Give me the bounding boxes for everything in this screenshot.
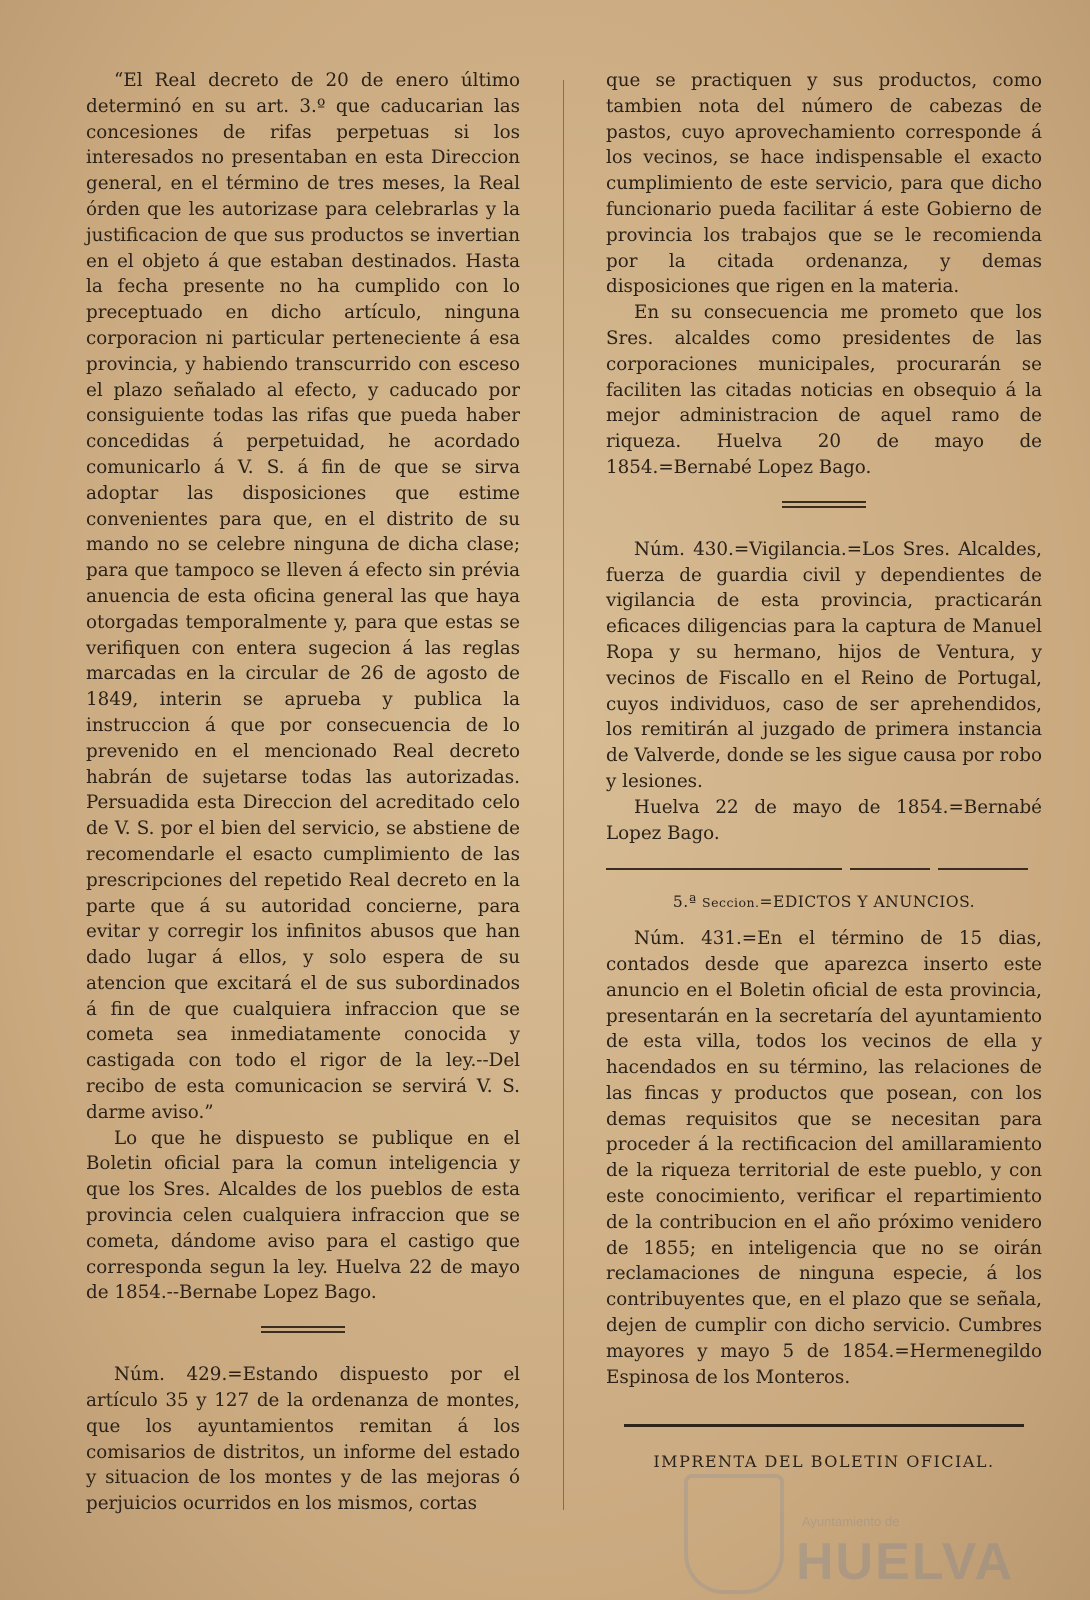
right-column [606, 68, 1042, 1475]
decree-quote-paragraph: “El Real decreto de 20 de enero último determinó en su art. 3.º que caducarian las concesiones de rifas perpetuas si los interesados no presentaban en esta Direccion general, en el término de tres meses, la Real órden que les autorizase para celebrarlas y la justificacion de que sus productos se invertian en el objeto á que estaban destinados. Hasta la fecha presente no ha cumplido con lo preceptuado en dicho artículo, ninguna corporacion ni particular perteneciente á esa provincia, y habiendo transcurrido con esceso el plazo señalado al efecto, y caducado por consiguiente todas las rifas que pueda haber concedidas á perpetuidad, he acordado comunicarlo á V. S. á fin de que se sirva adoptar las disposiciones que estime convenientes para que, en el distrito de su mando no se celebre ninguna de dicha clase; para que tampoco se lleven á efecto sin prévia anuencia de esta oficina general las que haya otorgadas temporalmente y, para que estas se verifiquen con entera sugecion á las reglas marcadas en la circular de 26 de agosto de 1849, interin se aprueba y publica la instruccion á que por consecuencia de lo prevenido en el mencionado Real decreto habrán de sujetarse todas las autorizadas. Persuadida esta Direccion del acreditado celo de V. S. por el bien del servicio, se abstiene de recomendarle el esacto cumplimiento de las prescripciones del repetido Real decreto en la parte que á su autoridad concierne, para evitar y corregir los infinitos abusos que han dado lugar á ellos, y solo espera de su atencion que excitará el de sus subordinados á fin de que cualquiera infraccion que se cometa sea inmediatamente conocida y castigada con todo el rigor de la ley.--Del recibo de esta comunicacion se servirá V. S. darme aviso.” [86, 70, 520, 1123]
archive-watermark [684, 1470, 1014, 1590]
ornamental-divider [86, 1316, 520, 1342]
section-number: 5.ª [672, 893, 697, 912]
section-heading [606, 890, 1042, 916]
shield-icon [684, 1474, 784, 1594]
closing-rule [624, 1424, 1024, 1427]
left-column [86, 68, 520, 1517]
notice-430-paragraph: Núm. 430.=Vigilancia.=Los Sres. Alcaldes, fuerza de guardia civil y dependientes de vigilancia de esta provincia, practicarán eficaces diligencias para la captura de Manuel Ropa y su hermano, hijos de Ventura, y vecinos de Fiscallo en el Reino de Portugal, cuyos individuos, caso de ser aprehendidos, los remitirán al juzgado de primera instancia de Valverde, donde se les sigue causa por robo y lesiones. [606, 538, 1042, 792]
notice-429-continuation: que se practiquen y sus productos, como tambien nota del número de cabezas de pastos, cuyo aprovechamiento corresponde á los vecinos, se hace indispensable el exacto cumplimiento de este servicio, para que dicho funcionario pueda facilitar á este Gobierno de provincia los trabajos que se le recomienda por la citada ordenanza, y demas disposiciones que rigen en la materia. [606, 70, 1042, 298]
publication-order-paragraph: Lo que he dispuesto se publique en el Boletin oficial para la comun inteligencia y que los Sres. Alcaldes de los pueblos de esta provincia celen cualquiera infraccion que se cometa, dándome aviso para el castigo que corresponda segun la ley. Huelva 22 de mayo de 1854.--Bernabe Lopez Bago. [86, 1127, 520, 1304]
notice-429-paragraph: Núm. 429.=Estando dispuesto por el artículo 35 y 127 de la ordenanza de montes, que los ayuntamientos remitan á los comisarios de distritos, un informe del estado y situacion de los montes y de las mejoras ó perjuicios ocurridos en los mismos, cortas [86, 1364, 520, 1515]
watermark-large-text: HUELVA [796, 1533, 1015, 1591]
imprint-line: IMPRENTA DEL BOLETIN OFICIAL. [653, 1452, 995, 1472]
notice-429-closing: En su consecuencia me prometo que los Sres. alcaldes como presidentes de las corporaciones municipales, procurarán se faciliten las citadas noticias en obsequio á la mejor administracion de aquel ramo de riqueza. Huelva 20 de mayo de 1854.=Bernabé Lopez Bago. [606, 302, 1042, 478]
section-title: =EDICTOS Y ANUNCIOS. [759, 893, 976, 912]
notice-430-signature: Huelva 22 de mayo de 1854.=Bernabé Lopez Bago. [606, 796, 1042, 844]
notice-431-paragraph: Núm. 431.=En el término de 15 dias, contados desde que aparezca inserto este anuncio en el Boletin oficial de esta provincia, presentarán en la secretaría del ayuntamiento de esta villa, todos los vecinos de ella y hacendados en su término, las relaciones de las fincas y productos que posean, con los demas requisitos que se necesitan para proceder á la rectificacion del amillaramiento de la riqueza territorial de este pueblo, y con este conocimiento, verificar el repartimiento de la contribucion en el año próximo venidero de 1855; en inteligencia que no se oirán reclamaciones de ninguna especie, á los contribuyentes que, en el plazo que se señala, dejen de cumplir con dicho servicio. Cumbres mayores y mayo 5 de 1854.=Hermenegildo Espinosa de los Monteros. [606, 928, 1042, 1388]
section-separator [606, 860, 1042, 882]
column-divider [563, 80, 564, 1510]
section-word: Seccion. [702, 895, 760, 911]
watermark-small-text: Ayuntamiento de [802, 1514, 900, 1529]
ornamental-divider [606, 491, 1042, 517]
